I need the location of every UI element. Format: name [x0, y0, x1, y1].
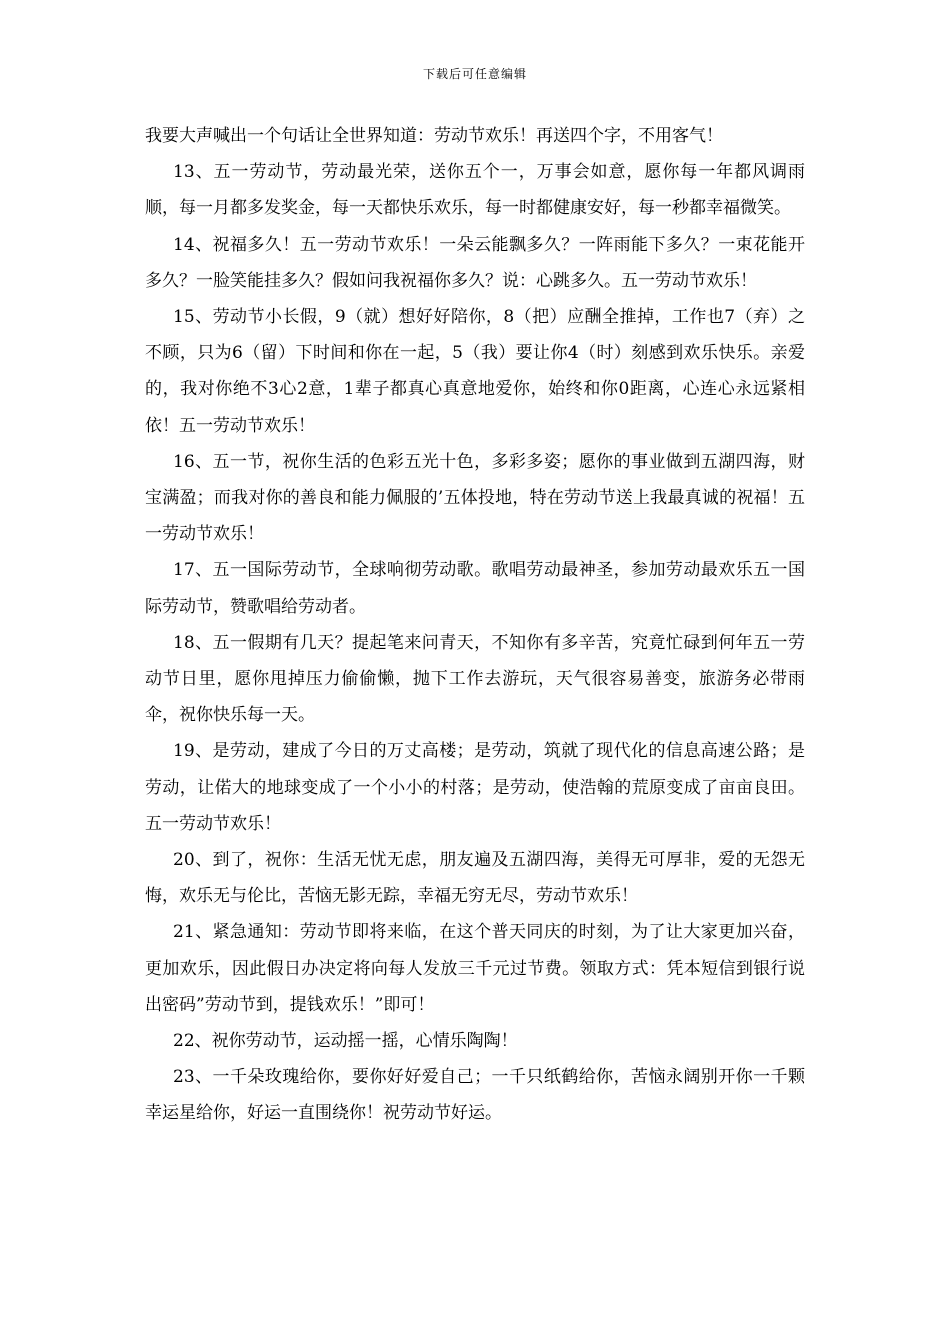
paragraph: 16、五一节，祝你生活的色彩五光十色，多彩多姿；愿你的事业做到五湖四海，财宝满盈；而我对你的善良和能力佩服的’五体投地，特在劳动节送上我最真诚的祝福！五一劳动节欢乐！ [145, 451, 805, 545]
paragraph: 19、是劳动，建成了今日的万丈高楼；是劳动，筑就了现代化的信息高速公路；是劳动，让偌大的地球变成了一个小小的村落；是劳动，使浩翰的荒原变成了亩亩良田。五一劳动节欢乐！ [145, 741, 805, 834]
paragraph: 13、五一劳动节，劳动最光荣，送你五个一，万事会如意，愿你每一年都风调雨顺，每一月都多发奖金，每一天都快乐欢乐，每一时都健康安好，每一秒都幸福微笑。 [145, 162, 805, 219]
page-header: 下载后可任意编辑 [422, 67, 527, 81]
paragraph: 23、一千朵玫瑰给你，要你好好爱自己；一千只纸鹤给你，苦恼永阔别开你一千颗幸运星给你，好运一直围绕你！祝劳动节好运。 [145, 1067, 805, 1124]
paragraph: 14、祝福多久！五一劳动节欢乐！一朵云能飘多久？一阵雨能下多久？一束花能开多久？一脸笑能挂多久？假如问我祝福你多久？说：心跳多久。五一劳动节欢乐！ [145, 234, 805, 291]
paragraph: 18、五一假期有几天？提起笔来问青天，不知你有多辛苦，究竟忙碌到何年五一劳动节日里，愿你甩掉压力偷偷懒，抛下工作去游玩，天气很容易善变，旅游务必带雨伞，祝你快乐每一天。 [145, 632, 805, 726]
paragraph: 17、五一国际劳动节，全球响彻劳动歌。歌唱劳动最神圣，参加劳动最欢乐五一国际劳动节，赞歌唱给劳动者。 [145, 560, 805, 617]
paragraph: 21、紧急通知：劳动节即将来临，在这个普天同庆的时刻，为了让大家更加兴奋，更加欢乐，因此假日办决定将向每人发放三千元过节费。领取方式：凭本短信到银行说出密码”劳动节到，提钱欢乐！”即可！ [145, 922, 805, 1015]
document-body [145, 118, 805, 1132]
paragraph: 我要大声喊出一个句话让全世界知道：劳动节欢乐！再送四个字，不用客气！ [145, 126, 723, 146]
paragraph: 22、祝你劳动节，运动摇一摇，心情乐陶陶！ [173, 1031, 518, 1052]
paragraph: 15、劳动节小长假，9（就）想好好陪你，8（把）应酬全推掉，工作也7（弃）之不顾，只为6（留）下时间和你在一起，5（我）要让你4（时）刻感到欢乐快乐。亲爱的，我对你绝不3心2意，1辈子都真心真意地爱你，始终和你0距离，心连心永远紧相依！五一劳动节欢乐！ [145, 307, 805, 436]
paragraph: 20、到了，祝你：生活无忧无虑，朋友遍及五湖四海，美得无可厚非，爱的无怨无悔，欢乐无与伦比，苦恼无影无踪，幸福无穷无尽，劳动节欢乐！ [145, 850, 805, 907]
